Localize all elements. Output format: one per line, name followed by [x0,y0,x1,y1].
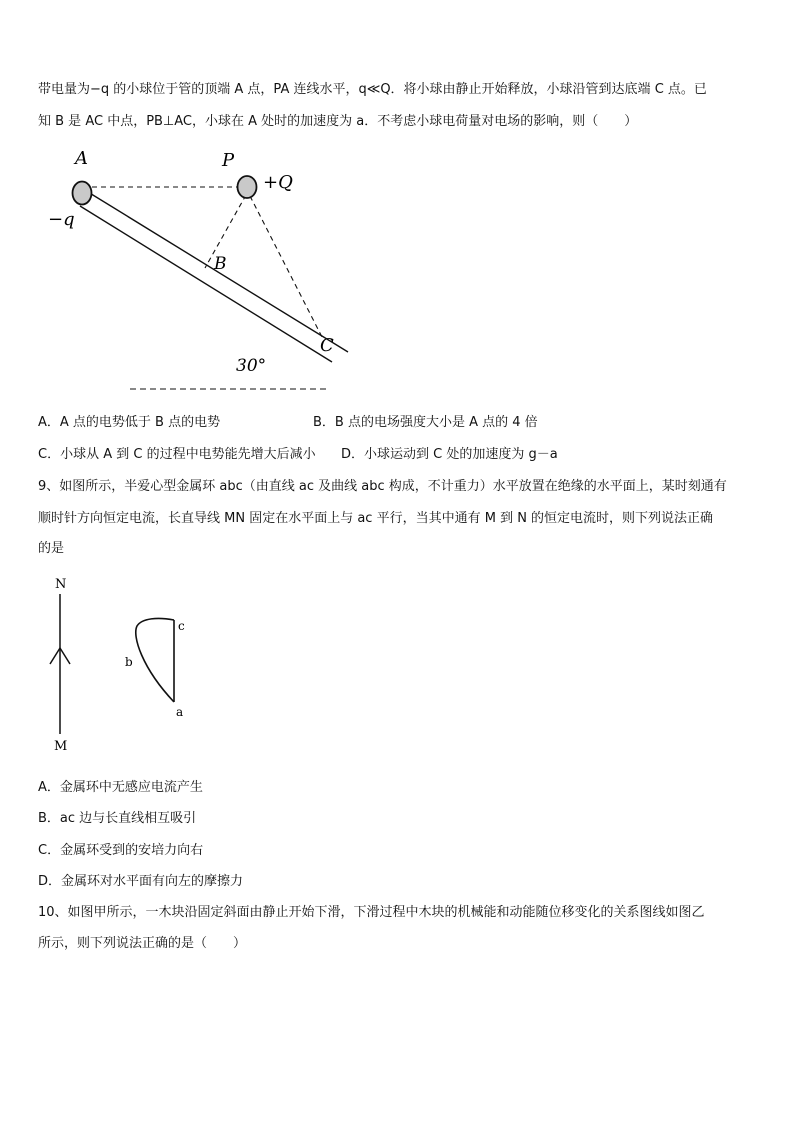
q9-option-D: D．金属环对水平面有向左的摩擦力 [38,874,244,889]
q8-option-A: A．A 点的电势低于 B 点的电势 [38,415,221,430]
q8-option-B: B．B 点的电场强度大小是 A 点的 4 倍 [313,415,538,430]
q9-option-C: C．金属环受到的安培力向右 [38,843,204,858]
tube-lower-line [80,206,332,362]
label-C: C [320,335,334,356]
q8-text-line-2: 知 B 是 AC 中点，PB⊥AC，小球在 A 处时的加速度为 a．不考虑小球电荷量对电场的影响，则（ ） [38,114,638,129]
label-A: A [75,148,88,169]
label-P: P [222,150,235,171]
label-B: B [214,254,227,274]
q9-option-B: B．ac 边与长直线相互吸引 [38,811,197,826]
q8-option-C: C．小球从 A 到 C 的过程中电势能先增大后减小 [38,447,316,462]
q9-text-line-3: 的是 [38,541,65,556]
label-b: b [125,655,133,669]
label-M: M [54,739,68,754]
q10-text-line-1: 10、如图甲所示，一木块沿固定斜面由静止开始下滑，下滑过程中木块的机械能和动能随位移变化的关系图线如图乙 [38,905,705,920]
label-plus-Q: +Q [263,172,293,193]
label-a: a [176,705,184,719]
loop-curve-abc [136,618,174,702]
label-c: c [178,619,185,633]
charge-P [238,176,257,198]
q9-text-line-1: 9、如图所示，半爱心型金属环 abc（由直线 ac 及曲线 abc 构成，不计重力）水平放置在绝缘的水平面上，某时刻通有 [38,479,727,494]
q8-option-D: D．小球运动到 C 处的加速度为 g－a [341,447,558,462]
q10-text-line-2: 所示，则下列说法正确的是（ ） [38,936,247,951]
q9-option-A: A．金属环中无感应电流产生 [38,780,203,795]
q8-figure [40,140,370,400]
label-minus-q: −q [48,209,75,230]
charged-ball-A [73,182,92,205]
q8-text-line-1: 带电量为−q 的小球位于管的顶端 A 点，PA 连线水平，q≪Q．将小球由静止开始释放，小球沿管到达底端 C 点。已 [38,82,707,97]
label-N: N [55,577,67,592]
q9-text-line-2: 顺时针方向恒定电流，长直导线 MN 固定在水平面上与 ac 平行，当其中通有 M 到 N 的恒定电流时，则下列说法正确 [38,511,714,526]
q9-figure [40,572,210,757]
label-angle-30: 30° [236,356,267,376]
dashed-line-PC [250,196,322,337]
